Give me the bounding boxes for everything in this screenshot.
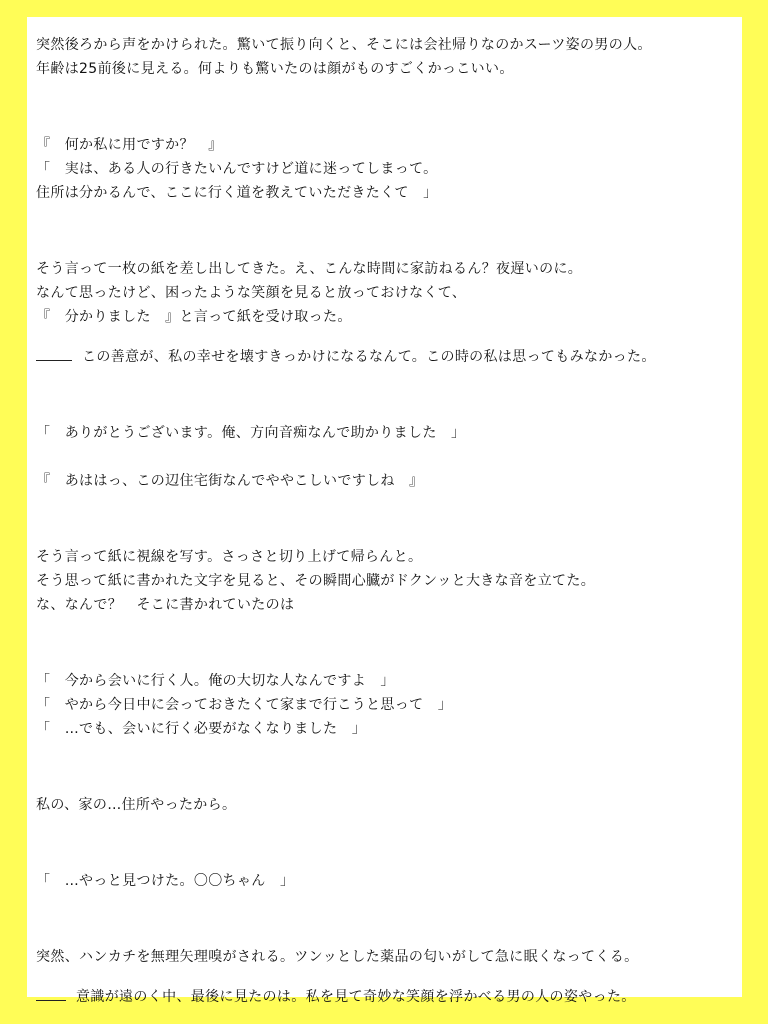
text-line: な、なんで？ そこに書かれていたのは [36, 597, 295, 613]
text-line-content: 意識が遠のく中、最後に見たのは。私を見て奇妙な笑顔を浮かべる男の人の姿やった。 [76, 989, 636, 1005]
text-line-content: この善意が、私の幸せを壊すきっかけになるなんて。この時の私は思ってもみなかった。 [82, 349, 656, 365]
text-line: なんて思ったけど、困ったような笑顔を見ると放っておけなくて、 [36, 285, 467, 301]
blank-space [36, 445, 742, 469]
blank-space [36, 817, 742, 869]
underline-rule [36, 985, 66, 1009]
blank-space [36, 329, 742, 345]
text-line: そう言って一枚の紙を差し出してきた。え、こんな時間に家訪ねるん？夜遅いのに。 [36, 261, 583, 277]
blank-space [36, 493, 742, 545]
blank-space [36, 205, 742, 257]
blank-space [36, 741, 742, 793]
text-line-with-rule [36, 985, 742, 1009]
text-line: 年齢は25前後に見える。何よりも驚いたのは顔がものすごくかっこいい。 [36, 61, 514, 77]
dialogue-line: 『 あははっ、この辺住宅街なんでややこしいですしね 』 [36, 473, 424, 489]
text-line: 『 分かりました 』と言って紙を受け取った。 [36, 309, 352, 325]
dialogue-line: 「 ありがとうございます。俺、方向音痴なんで助かりました 」 [36, 425, 466, 441]
text-line: そう思って紙に書かれた文字を見ると、その瞬間心臓がドクンッと大きな音を立てた。 [36, 573, 596, 589]
text-line: 突然、ハンカチを無理矢理嗅がされる。ツンッとした薬品の匂いがして急に眠くなってくる。 [36, 949, 639, 965]
text-line: 突然後ろから声をかけられた。驚いて振り向くと、そこには会社帰りなのかスーツ姿の男の人。 [36, 37, 652, 53]
underline-rule [36, 345, 72, 369]
text-page [27, 17, 742, 1005]
dialogue-line: 「 今から会いに行く人。俺の大切な人なんですよ 」 [36, 673, 395, 689]
dialogue-line: 『 何か私に用ですか？ 』 [36, 137, 223, 153]
text-line: 私の、家の…住所やったから。 [36, 797, 237, 813]
blank-space [36, 893, 742, 945]
blank-space [36, 617, 742, 669]
dialogue-line: 「 実は、ある人の行きたいんですけど道に迷ってしまって。 [36, 161, 438, 177]
text-line-with-rule [36, 345, 742, 369]
blank-space [36, 81, 742, 133]
dialogue-line: 住所は分かるんで、ここに行く道を教えていただきたくて 」 [36, 185, 438, 201]
dialogue-line: 「 …やっと見つけた。〇〇ちゃん 」 [36, 873, 295, 889]
dialogue-line: 「 やから今日中に会っておきたくて家まで行こうと思って 」 [36, 697, 453, 713]
text-line: そう言って紙に視線を写す。さっさと切り上げて帰らんと。 [36, 549, 423, 565]
blank-space [36, 969, 742, 985]
dialogue-line: 「 …でも、会いに行く必要がなくなりました 」 [36, 721, 367, 737]
blank-space [36, 369, 742, 421]
